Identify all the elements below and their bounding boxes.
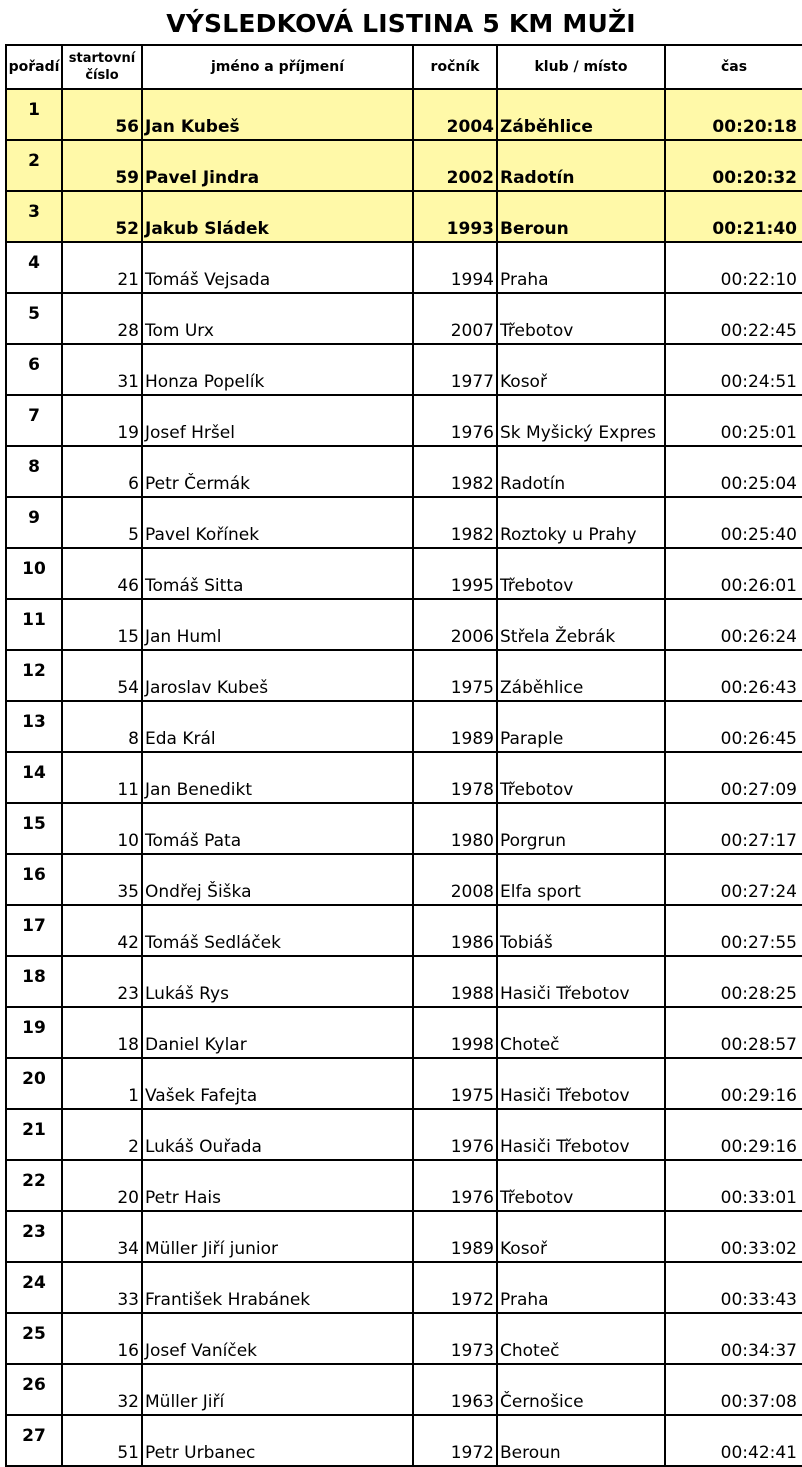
table-row xyxy=(6,1109,802,1160)
table-row xyxy=(6,854,802,905)
start-number-cell: 6 xyxy=(62,446,142,497)
name-cell: Tomáš Sedláček xyxy=(142,905,413,956)
time-cell: 00:26:01 xyxy=(665,548,802,599)
rank-cell: 22 xyxy=(6,1160,62,1211)
table-row xyxy=(6,446,802,497)
year-cell: 1976 xyxy=(413,395,497,446)
time-cell: 00:25:01 xyxy=(665,395,802,446)
time-cell: 00:26:45 xyxy=(665,701,802,752)
time-cell: 00:29:16 xyxy=(665,1109,802,1160)
club-cell: Elfa sport xyxy=(497,854,665,905)
results-table xyxy=(5,44,802,1467)
club-cell: Hasiči Třebotov xyxy=(497,956,665,1007)
header-rank: pořadí xyxy=(6,45,62,89)
time-cell: 00:27:24 xyxy=(665,854,802,905)
start-number-cell: 31 xyxy=(62,344,142,395)
table-row xyxy=(6,956,802,1007)
rank-cell: 20 xyxy=(6,1058,62,1109)
table-row xyxy=(6,1364,802,1415)
rank-cell: 19 xyxy=(6,1007,62,1058)
time-cell: 00:28:57 xyxy=(665,1007,802,1058)
rank-cell: 5 xyxy=(6,293,62,344)
club-cell: Choteč xyxy=(497,1313,665,1364)
start-number-cell: 42 xyxy=(62,905,142,956)
rank-cell: 24 xyxy=(6,1262,62,1313)
rank-cell: 26 xyxy=(6,1364,62,1415)
club-cell: Tobiáš xyxy=(497,905,665,956)
start-number-cell: 59 xyxy=(62,140,142,191)
start-number-cell: 5 xyxy=(62,497,142,548)
name-cell: Jaroslav Kubeš xyxy=(142,650,413,701)
year-cell: 2007 xyxy=(413,293,497,344)
rank-cell: 3 xyxy=(6,191,62,242)
rank-cell: 18 xyxy=(6,956,62,1007)
start-number-cell: 28 xyxy=(62,293,142,344)
year-cell: 1973 xyxy=(413,1313,497,1364)
year-cell: 1976 xyxy=(413,1160,497,1211)
club-cell: Třebotov xyxy=(497,752,665,803)
club-cell: Radotín xyxy=(497,446,665,497)
club-cell: Třebotov xyxy=(497,293,665,344)
header-club: klub / místo xyxy=(497,45,665,89)
name-cell: Ondřej Šiška xyxy=(142,854,413,905)
rank-cell: 13 xyxy=(6,701,62,752)
name-cell: Eda Král xyxy=(142,701,413,752)
start-number-cell: 11 xyxy=(62,752,142,803)
rank-cell: 16 xyxy=(6,854,62,905)
rank-cell: 9 xyxy=(6,497,62,548)
header-name: jméno a příjmení xyxy=(142,45,413,89)
time-cell: 00:33:43 xyxy=(665,1262,802,1313)
start-number-cell: 8 xyxy=(62,701,142,752)
club-cell: Černošice xyxy=(497,1364,665,1415)
table-row xyxy=(6,701,802,752)
start-number-cell: 54 xyxy=(62,650,142,701)
rank-cell: 11 xyxy=(6,599,62,650)
year-cell: 1975 xyxy=(413,650,497,701)
name-cell: Jakub Sládek xyxy=(142,191,413,242)
name-cell: Petr Hais xyxy=(142,1160,413,1211)
time-cell: 00:26:43 xyxy=(665,650,802,701)
club-cell: Kosoř xyxy=(497,1211,665,1262)
club-cell: Roztoky u Prahy xyxy=(497,497,665,548)
start-number-cell: 16 xyxy=(62,1313,142,1364)
table-row xyxy=(6,140,802,191)
table-row xyxy=(6,89,802,140)
header-time: čas xyxy=(665,45,802,89)
year-cell: 1989 xyxy=(413,1211,497,1262)
club-cell: Praha xyxy=(497,1262,665,1313)
year-cell: 1994 xyxy=(413,242,497,293)
club-cell: Záběhlice xyxy=(497,650,665,701)
time-cell: 00:34:37 xyxy=(665,1313,802,1364)
time-cell: 00:21:40 xyxy=(665,191,802,242)
name-cell: Josef Hršel xyxy=(142,395,413,446)
name-cell: Vašek Fafejta xyxy=(142,1058,413,1109)
year-cell: 2002 xyxy=(413,140,497,191)
club-cell: Hasiči Třebotov xyxy=(497,1058,665,1109)
time-cell: 00:27:09 xyxy=(665,752,802,803)
name-cell: Tomáš Pata xyxy=(142,803,413,854)
table-row xyxy=(6,548,802,599)
time-cell: 00:37:08 xyxy=(665,1364,802,1415)
time-cell: 00:27:17 xyxy=(665,803,802,854)
time-cell: 00:26:24 xyxy=(665,599,802,650)
year-cell: 1993 xyxy=(413,191,497,242)
year-cell: 1998 xyxy=(413,1007,497,1058)
name-cell: Tom Urx xyxy=(142,293,413,344)
table-row xyxy=(6,395,802,446)
name-cell: Lukáš Rys xyxy=(142,956,413,1007)
rank-cell: 15 xyxy=(6,803,62,854)
name-cell: Lukáš Ouřada xyxy=(142,1109,413,1160)
name-cell: Pavel Jindra xyxy=(142,140,413,191)
start-number-cell: 33 xyxy=(62,1262,142,1313)
name-cell: Pavel Kořínek xyxy=(142,497,413,548)
time-cell: 00:24:51 xyxy=(665,344,802,395)
year-cell: 1978 xyxy=(413,752,497,803)
year-cell: 1980 xyxy=(413,803,497,854)
year-cell: 2008 xyxy=(413,854,497,905)
rank-cell: 12 xyxy=(6,650,62,701)
start-number-cell: 52 xyxy=(62,191,142,242)
header-start-line1: startovní xyxy=(68,51,136,66)
rank-cell: 10 xyxy=(6,548,62,599)
rank-cell: 14 xyxy=(6,752,62,803)
year-cell: 1988 xyxy=(413,956,497,1007)
header-year: ročník xyxy=(413,45,497,89)
name-cell: Müller Jiří junior xyxy=(142,1211,413,1262)
club-cell: Praha xyxy=(497,242,665,293)
name-cell: Josef Vaníček xyxy=(142,1313,413,1364)
table-row xyxy=(6,1211,802,1262)
start-number-cell: 32 xyxy=(62,1364,142,1415)
table-row xyxy=(6,293,802,344)
club-cell: Porgrun xyxy=(497,803,665,854)
year-cell: 1982 xyxy=(413,497,497,548)
club-cell: Paraple xyxy=(497,701,665,752)
name-cell: Honza Popelík xyxy=(142,344,413,395)
header-start-line2: číslo xyxy=(85,68,119,83)
time-cell: 00:20:32 xyxy=(665,140,802,191)
time-cell: 00:27:55 xyxy=(665,905,802,956)
rank-cell: 2 xyxy=(6,140,62,191)
club-cell: Kosoř xyxy=(497,344,665,395)
year-cell: 1976 xyxy=(413,1109,497,1160)
start-number-cell: 1 xyxy=(62,1058,142,1109)
table-row xyxy=(6,1160,802,1211)
table-row xyxy=(6,1262,802,1313)
rank-cell: 23 xyxy=(6,1211,62,1262)
start-number-cell: 20 xyxy=(62,1160,142,1211)
start-number-cell: 34 xyxy=(62,1211,142,1262)
name-cell: Tomáš Vejsada xyxy=(142,242,413,293)
year-cell: 2004 xyxy=(413,89,497,140)
table-row xyxy=(6,1007,802,1058)
table-row xyxy=(6,905,802,956)
year-cell: 1972 xyxy=(413,1262,497,1313)
club-cell: Choteč xyxy=(497,1007,665,1058)
club-cell: Hasiči Třebotov xyxy=(497,1109,665,1160)
name-cell: Jan Benedikt xyxy=(142,752,413,803)
table-row xyxy=(6,599,802,650)
time-cell: 00:25:40 xyxy=(665,497,802,548)
table-row xyxy=(6,242,802,293)
start-number-cell: 23 xyxy=(62,956,142,1007)
table-row xyxy=(6,650,802,701)
start-number-cell: 18 xyxy=(62,1007,142,1058)
rank-cell: 6 xyxy=(6,344,62,395)
time-cell: 00:20:18 xyxy=(665,89,802,140)
start-number-cell: 2 xyxy=(62,1109,142,1160)
start-number-cell: 19 xyxy=(62,395,142,446)
start-number-cell: 35 xyxy=(62,854,142,905)
rank-cell: 7 xyxy=(6,395,62,446)
time-cell: 00:29:16 xyxy=(665,1058,802,1109)
name-cell: Jan Huml xyxy=(142,599,413,650)
table-row xyxy=(6,1058,802,1109)
rank-cell: 21 xyxy=(6,1109,62,1160)
start-number-cell: 15 xyxy=(62,599,142,650)
year-cell: 1982 xyxy=(413,446,497,497)
table-header xyxy=(6,45,802,89)
start-number-cell: 51 xyxy=(62,1415,142,1466)
time-cell: 00:42:41 xyxy=(665,1415,802,1466)
rank-cell: 27 xyxy=(6,1415,62,1466)
table-row xyxy=(6,497,802,548)
time-cell: 00:33:01 xyxy=(665,1160,802,1211)
club-cell: Třebotov xyxy=(497,1160,665,1211)
name-cell: František Hrabánek xyxy=(142,1262,413,1313)
name-cell: Tomáš Sitta xyxy=(142,548,413,599)
header-start-number xyxy=(62,45,142,89)
rank-cell: 1 xyxy=(6,89,62,140)
rank-cell: 25 xyxy=(6,1313,62,1364)
page-title: VÝSLEDKOVÁ LISTINA 5 KM MUŽI xyxy=(166,9,636,38)
club-cell: Třebotov xyxy=(497,548,665,599)
name-cell: Jan Kubeš xyxy=(142,89,413,140)
club-cell: Střela Žebrák xyxy=(497,599,665,650)
rank-cell: 4 xyxy=(6,242,62,293)
club-cell: Beroun xyxy=(497,191,665,242)
table-row xyxy=(6,1313,802,1364)
year-cell: 1986 xyxy=(413,905,497,956)
table-body xyxy=(6,89,802,1466)
year-cell: 1963 xyxy=(413,1364,497,1415)
time-cell: 00:33:02 xyxy=(665,1211,802,1262)
table-row xyxy=(6,344,802,395)
club-cell: Beroun xyxy=(497,1415,665,1466)
year-cell: 1972 xyxy=(413,1415,497,1466)
rank-cell: 17 xyxy=(6,905,62,956)
table-row xyxy=(6,1415,802,1466)
year-cell: 2006 xyxy=(413,599,497,650)
start-number-cell: 56 xyxy=(62,89,142,140)
table-row xyxy=(6,803,802,854)
name-cell: Daniel Kylar xyxy=(142,1007,413,1058)
rank-cell: 8 xyxy=(6,446,62,497)
year-cell: 1995 xyxy=(413,548,497,599)
year-cell: 1977 xyxy=(413,344,497,395)
club-cell: Záběhlice xyxy=(497,89,665,140)
start-number-cell: 46 xyxy=(62,548,142,599)
time-cell: 00:22:45 xyxy=(665,293,802,344)
year-cell: 1989 xyxy=(413,701,497,752)
header-row xyxy=(6,45,802,89)
name-cell: Müller Jiří xyxy=(142,1364,413,1415)
start-number-cell: 21 xyxy=(62,242,142,293)
table-row xyxy=(6,752,802,803)
start-number-cell: 10 xyxy=(62,803,142,854)
name-cell: Petr Urbanec xyxy=(142,1415,413,1466)
time-cell: 00:25:04 xyxy=(665,446,802,497)
club-cell: Radotín xyxy=(497,140,665,191)
table-row xyxy=(6,191,802,242)
time-cell: 00:28:25 xyxy=(665,956,802,1007)
club-cell: Sk Myšický Expres xyxy=(497,395,665,446)
time-cell: 00:22:10 xyxy=(665,242,802,293)
name-cell: Petr Čermák xyxy=(142,446,413,497)
year-cell: 1975 xyxy=(413,1058,497,1109)
